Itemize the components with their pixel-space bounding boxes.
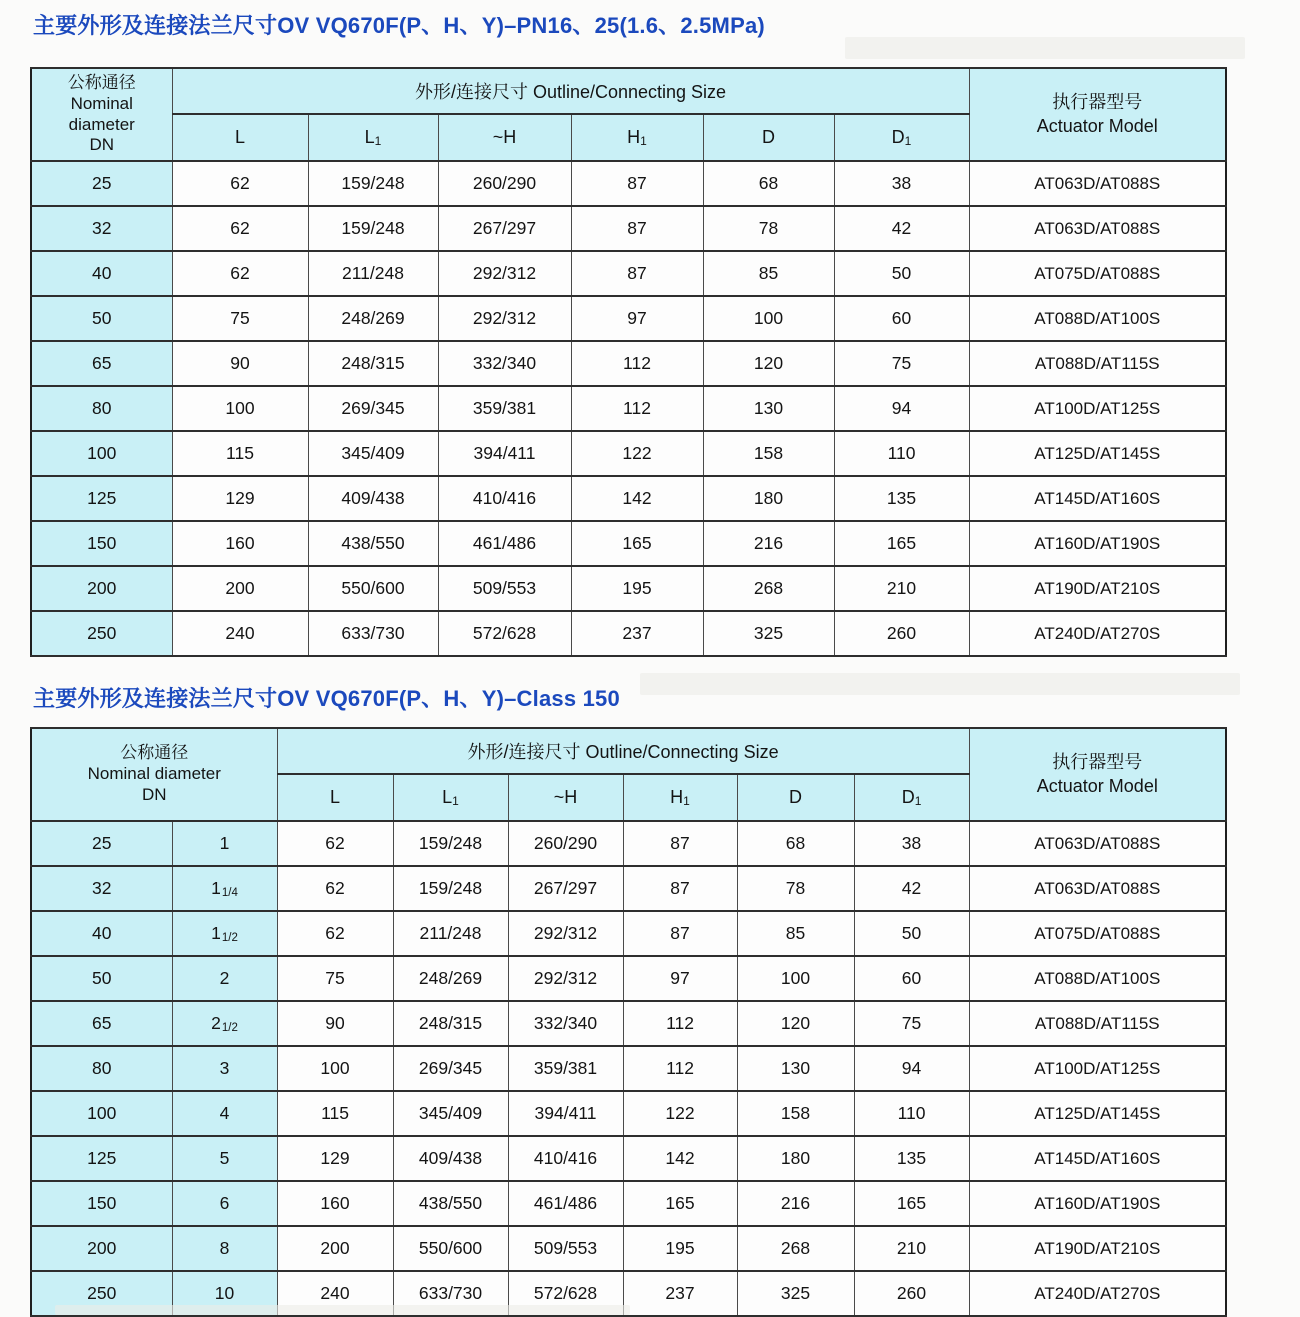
table-row <box>31 521 1226 566</box>
cell-dn: 25 <box>31 161 172 206</box>
cell-d1: 165 <box>834 521 969 566</box>
cell-l: 200 <box>277 1226 393 1271</box>
column-header-D1: $D_1$ <box>834 114 969 161</box>
table-row <box>31 251 1226 296</box>
cell-l: 90 <box>172 341 308 386</box>
cell-dn: 100 <box>31 1091 172 1136</box>
table-row <box>31 1181 1226 1226</box>
nominal-header-en: Nominal diameter <box>87 764 221 784</box>
nominal-header-cn: 公称通径 <box>67 73 136 93</box>
cell-h1: 112 <box>623 1001 737 1046</box>
cell-l1: 159/248 <box>393 821 508 866</box>
cell-h1: 142 <box>571 476 703 521</box>
cell-h1: 112 <box>571 386 703 431</box>
cell-d: 100 <box>737 956 854 1001</box>
column-header-L: L <box>277 774 393 821</box>
cell-d: 100 <box>703 296 834 341</box>
cell-actuator: AT088D/AT100S <box>969 956 1226 1001</box>
cell-d1: 260 <box>834 611 969 656</box>
cell-actuator: AT063D/AT088S <box>969 161 1226 206</box>
cell-h: 572/628 <box>438 611 571 656</box>
cell-dn: 200 <box>31 566 172 611</box>
cell-dn: 40 <box>31 251 172 296</box>
cell-d1: 38 <box>854 821 969 866</box>
cell-d1: 50 <box>834 251 969 296</box>
actuator-header-en: Actuator Model <box>1036 115 1158 136</box>
cell-inch: 4 <box>172 1091 277 1136</box>
cell-l: 115 <box>277 1091 393 1136</box>
cell-l1: 345/409 <box>393 1091 508 1136</box>
table-row <box>31 1091 1226 1136</box>
cell-d: 158 <box>737 1091 854 1136</box>
cell-actuator: AT088D/AT115S <box>969 341 1226 386</box>
scan-artifact <box>640 673 1240 695</box>
cell-dn: 40 <box>31 911 172 956</box>
cell-h1: 87 <box>571 161 703 206</box>
cell-d1: 260 <box>854 1271 969 1316</box>
cell-inch: 5 <box>172 1136 277 1181</box>
cell-actuator: AT125D/AT145S <box>969 1091 1226 1136</box>
cell-h: 359/381 <box>508 1046 623 1091</box>
cell-dn: 50 <box>31 296 172 341</box>
actuator-model-header <box>969 68 1226 161</box>
cell-l1: 409/438 <box>393 1136 508 1181</box>
cell-d1: 210 <box>854 1226 969 1271</box>
cell-actuator: AT063D/AT088S <box>969 206 1226 251</box>
cell-l1: 159/248 <box>393 866 508 911</box>
cell-h1: 112 <box>571 341 703 386</box>
cell-dn: 32 <box>31 206 172 251</box>
cell-d: 158 <box>703 431 834 476</box>
cell-dn: 250 <box>31 1271 172 1316</box>
actuator-header-cn: 执行器型号 <box>1052 92 1143 113</box>
cell-d: 130 <box>737 1046 854 1091</box>
column-header-L1: $L_1$ <box>393 774 508 821</box>
cell-actuator: AT088D/AT115S <box>969 1001 1226 1046</box>
cell-actuator: AT190D/AT210S <box>969 1226 1226 1271</box>
table-row <box>31 431 1226 476</box>
cell-h: 332/340 <box>508 1001 623 1046</box>
column-header-H1: $H_1$ <box>623 774 737 821</box>
cell-h: 267/297 <box>508 866 623 911</box>
column-header-D: D <box>703 114 834 161</box>
cell-l1: 211/248 <box>393 911 508 956</box>
table1-title: 主要外形及连接法兰尺寸OV VQ670F(P、H、Y)–PN16、25(1.6、2.5MPa) <box>33 13 765 38</box>
cell-h: 410/416 <box>508 1136 623 1181</box>
cell-h1: 87 <box>623 821 737 866</box>
cell-actuator: AT145D/AT160S <box>969 476 1226 521</box>
outline-connecting-size-header: 外形/连接尺寸 Outline/Connecting Size <box>277 728 969 774</box>
cell-d1: 135 <box>834 476 969 521</box>
cell-actuator: AT063D/AT088S <box>969 821 1226 866</box>
cell-dn: 65 <box>31 1001 172 1046</box>
cell-h: 267/297 <box>438 206 571 251</box>
actuator-header-en: Actuator Model <box>1036 775 1158 796</box>
cell-h1: 87 <box>623 866 737 911</box>
table-row <box>31 1136 1226 1181</box>
cell-d: 120 <box>737 1001 854 1046</box>
table-row <box>31 161 1226 206</box>
cell-actuator: AT063D/AT088S <box>969 866 1226 911</box>
cell-d: 216 <box>703 521 834 566</box>
cell-h: 332/340 <box>438 341 571 386</box>
actuator-model-header <box>969 728 1226 821</box>
column-header-H: ~H <box>508 774 623 821</box>
cell-h: 359/381 <box>438 386 571 431</box>
cell-l: 200 <box>172 566 308 611</box>
outline-connecting-size-header: 外形/连接尺寸 Outline/Connecting Size <box>172 68 969 114</box>
cell-l: 62 <box>172 161 308 206</box>
column-header-D: D <box>737 774 854 821</box>
nominal-header-en1: Nominal <box>70 93 133 113</box>
cell-inch: 11/4 <box>172 866 277 911</box>
cell-l1: 159/248 <box>308 161 438 206</box>
cell-h1: 87 <box>623 911 737 956</box>
cell-d: 130 <box>703 386 834 431</box>
cell-h: 260/290 <box>438 161 571 206</box>
table-row <box>31 1226 1226 1271</box>
cell-l1: 438/550 <box>393 1181 508 1226</box>
cell-l: 240 <box>277 1271 393 1316</box>
cell-d1: 60 <box>854 956 969 1001</box>
cell-l1: 438/550 <box>308 521 438 566</box>
cell-d1: 42 <box>854 866 969 911</box>
cell-d: 78 <box>737 866 854 911</box>
cell-actuator: AT075D/AT088S <box>969 251 1226 296</box>
table-row <box>31 1001 1226 1046</box>
cell-h: 461/486 <box>438 521 571 566</box>
cell-h1: 165 <box>623 1181 737 1226</box>
table-row <box>31 821 1226 866</box>
cell-d1: 94 <box>854 1046 969 1091</box>
cell-d1: 50 <box>854 911 969 956</box>
cell-d1: 38 <box>834 161 969 206</box>
table2-title: 主要外形及连接法兰尺寸OV VQ670F(P、H、Y)–Class 150 <box>33 686 620 711</box>
cell-h1: 237 <box>623 1271 737 1316</box>
cell-dn: 125 <box>31 1136 172 1181</box>
cell-l1: 550/600 <box>393 1226 508 1271</box>
column-header-H: ~H <box>438 114 571 161</box>
column-header-D1: $D_1$ <box>854 774 969 821</box>
cell-l: 62 <box>172 206 308 251</box>
cell-l: 129 <box>277 1136 393 1181</box>
cell-actuator: AT088D/AT100S <box>969 296 1226 341</box>
cell-l: 62 <box>277 821 393 866</box>
column-header-H1: $H_1$ <box>571 114 703 161</box>
cell-l1: 633/730 <box>308 611 438 656</box>
cell-l: 160 <box>277 1181 393 1226</box>
cell-l1: 211/248 <box>308 251 438 296</box>
cell-h1: 142 <box>623 1136 737 1181</box>
cell-inch: 21/2 <box>172 1001 277 1046</box>
cell-d: 180 <box>737 1136 854 1181</box>
table-row <box>31 911 1226 956</box>
cell-dn: 50 <box>31 956 172 1001</box>
cell-d: 325 <box>703 611 834 656</box>
scan-artifact <box>55 1305 630 1315</box>
cell-h1: 97 <box>571 296 703 341</box>
cell-l1: 248/269 <box>308 296 438 341</box>
cell-h1: 87 <box>571 251 703 296</box>
cell-dn: 150 <box>31 521 172 566</box>
cell-h: 572/628 <box>508 1271 623 1316</box>
cell-d: 180 <box>703 476 834 521</box>
cell-actuator: AT190D/AT210S <box>969 566 1226 611</box>
scan-artifact <box>845 37 1245 59</box>
cell-l: 160 <box>172 521 308 566</box>
cell-d: 85 <box>703 251 834 296</box>
cell-h: 394/411 <box>508 1091 623 1136</box>
cell-d: 78 <box>703 206 834 251</box>
table-row <box>31 956 1226 1001</box>
table-row <box>31 206 1226 251</box>
cell-dn: 25 <box>31 821 172 866</box>
cell-d1: 75 <box>854 1001 969 1046</box>
cell-l: 75 <box>277 956 393 1001</box>
cell-dn: 200 <box>31 1226 172 1271</box>
cell-dn: 32 <box>31 866 172 911</box>
cell-l1: 269/345 <box>393 1046 508 1091</box>
cell-h: 292/312 <box>508 911 623 956</box>
cell-dn: 125 <box>31 476 172 521</box>
table-row <box>31 386 1226 431</box>
cell-h1: 195 <box>623 1226 737 1271</box>
column-header-L: L <box>172 114 308 161</box>
cell-d: 216 <box>737 1181 854 1226</box>
cell-l: 62 <box>172 251 308 296</box>
cell-h: 509/553 <box>438 566 571 611</box>
cell-d1: 42 <box>834 206 969 251</box>
cell-h1: 237 <box>571 611 703 656</box>
cell-d1: 110 <box>834 431 969 476</box>
cell-l: 62 <box>277 866 393 911</box>
table-row <box>31 611 1226 656</box>
cell-h1: 122 <box>623 1091 737 1136</box>
dimensions-table-pn16-25 <box>30 67 1227 657</box>
cell-l1: 248/315 <box>393 1001 508 1046</box>
cell-d: 68 <box>703 161 834 206</box>
cell-l: 62 <box>277 911 393 956</box>
cell-h: 260/290 <box>508 821 623 866</box>
cell-dn: 80 <box>31 1046 172 1091</box>
cell-dn: 100 <box>31 431 172 476</box>
cell-inch: 6 <box>172 1181 277 1226</box>
cell-d: 68 <box>737 821 854 866</box>
cell-d1: 60 <box>834 296 969 341</box>
cell-l: 100 <box>172 386 308 431</box>
nominal-diameter-header <box>31 728 277 821</box>
cell-h: 292/312 <box>438 296 571 341</box>
cell-h1: 165 <box>571 521 703 566</box>
cell-l1: 409/438 <box>308 476 438 521</box>
cell-d: 85 <box>737 911 854 956</box>
cell-h1: 112 <box>623 1046 737 1091</box>
cell-inch: 10 <box>172 1271 277 1316</box>
nominal-header-en2: diameter <box>68 114 135 134</box>
cell-actuator: AT160D/AT190S <box>969 1181 1226 1226</box>
table-row <box>31 476 1226 521</box>
cell-l: 129 <box>172 476 308 521</box>
cell-h: 410/416 <box>438 476 571 521</box>
cell-h1: 195 <box>571 566 703 611</box>
cell-actuator: AT125D/AT145S <box>969 431 1226 476</box>
table-row <box>31 1046 1226 1091</box>
cell-d1: 94 <box>834 386 969 431</box>
cell-l: 75 <box>172 296 308 341</box>
cell-l1: 345/409 <box>308 431 438 476</box>
cell-d1: 135 <box>854 1136 969 1181</box>
cell-inch: 1 <box>172 821 277 866</box>
cell-d: 120 <box>703 341 834 386</box>
cell-l1: 269/345 <box>308 386 438 431</box>
cell-actuator: AT100D/AT125S <box>969 1046 1226 1091</box>
cell-l1: 159/248 <box>308 206 438 251</box>
column-header-L1: $L_1$ <box>308 114 438 161</box>
cell-h1: 122 <box>571 431 703 476</box>
cell-h: 461/486 <box>508 1181 623 1226</box>
cell-l1: 633/730 <box>393 1271 508 1316</box>
cell-actuator: AT240D/AT270S <box>969 1271 1226 1316</box>
nominal-header-dn: DN <box>89 135 115 155</box>
cell-actuator: AT145D/AT160S <box>969 1136 1226 1181</box>
cell-d1: 75 <box>834 341 969 386</box>
cell-d: 268 <box>703 566 834 611</box>
nominal-header-dn: DN <box>141 784 167 804</box>
cell-h: 509/553 <box>508 1226 623 1271</box>
inch-fraction: 1/2 <box>221 1022 238 1034</box>
cell-dn: 150 <box>31 1181 172 1226</box>
cell-inch: 2 <box>172 956 277 1001</box>
inch-fraction: 1/4 <box>221 887 238 899</box>
cell-h: 292/312 <box>438 251 571 296</box>
cell-actuator: AT075D/AT088S <box>969 911 1226 956</box>
cell-actuator: AT240D/AT270S <box>969 611 1226 656</box>
dimensions-table-class150 <box>30 727 1227 1317</box>
cell-d1: 110 <box>854 1091 969 1136</box>
cell-l1: 248/315 <box>308 341 438 386</box>
cell-l: 115 <box>172 431 308 476</box>
table-row <box>31 866 1226 911</box>
nominal-header-cn: 公称通径 <box>120 743 189 763</box>
cell-l: 100 <box>277 1046 393 1091</box>
cell-h: 292/312 <box>508 956 623 1001</box>
table-row <box>31 296 1226 341</box>
cell-actuator: AT100D/AT125S <box>969 386 1226 431</box>
table-row <box>31 566 1226 611</box>
cell-d1: 210 <box>834 566 969 611</box>
cell-d: 268 <box>737 1226 854 1271</box>
cell-inch: 8 <box>172 1226 277 1271</box>
table-row <box>31 341 1226 386</box>
cell-d: 325 <box>737 1271 854 1316</box>
cell-inch: 11/2 <box>172 911 277 956</box>
cell-actuator: AT160D/AT190S <box>969 521 1226 566</box>
cell-l: 90 <box>277 1001 393 1046</box>
cell-h: 394/411 <box>438 431 571 476</box>
cell-d1: 165 <box>854 1181 969 1226</box>
cell-inch: 3 <box>172 1046 277 1091</box>
cell-h1: 87 <box>571 206 703 251</box>
actuator-header-cn: 执行器型号 <box>1052 752 1143 773</box>
cell-dn: 250 <box>31 611 172 656</box>
cell-l1: 550/600 <box>308 566 438 611</box>
cell-h1: 97 <box>623 956 737 1001</box>
nominal-diameter-header <box>31 68 172 161</box>
cell-l1: 248/269 <box>393 956 508 1001</box>
inch-fraction: 1/2 <box>221 932 238 944</box>
cell-l: 240 <box>172 611 308 656</box>
cell-dn: 65 <box>31 341 172 386</box>
cell-dn: 80 <box>31 386 172 431</box>
